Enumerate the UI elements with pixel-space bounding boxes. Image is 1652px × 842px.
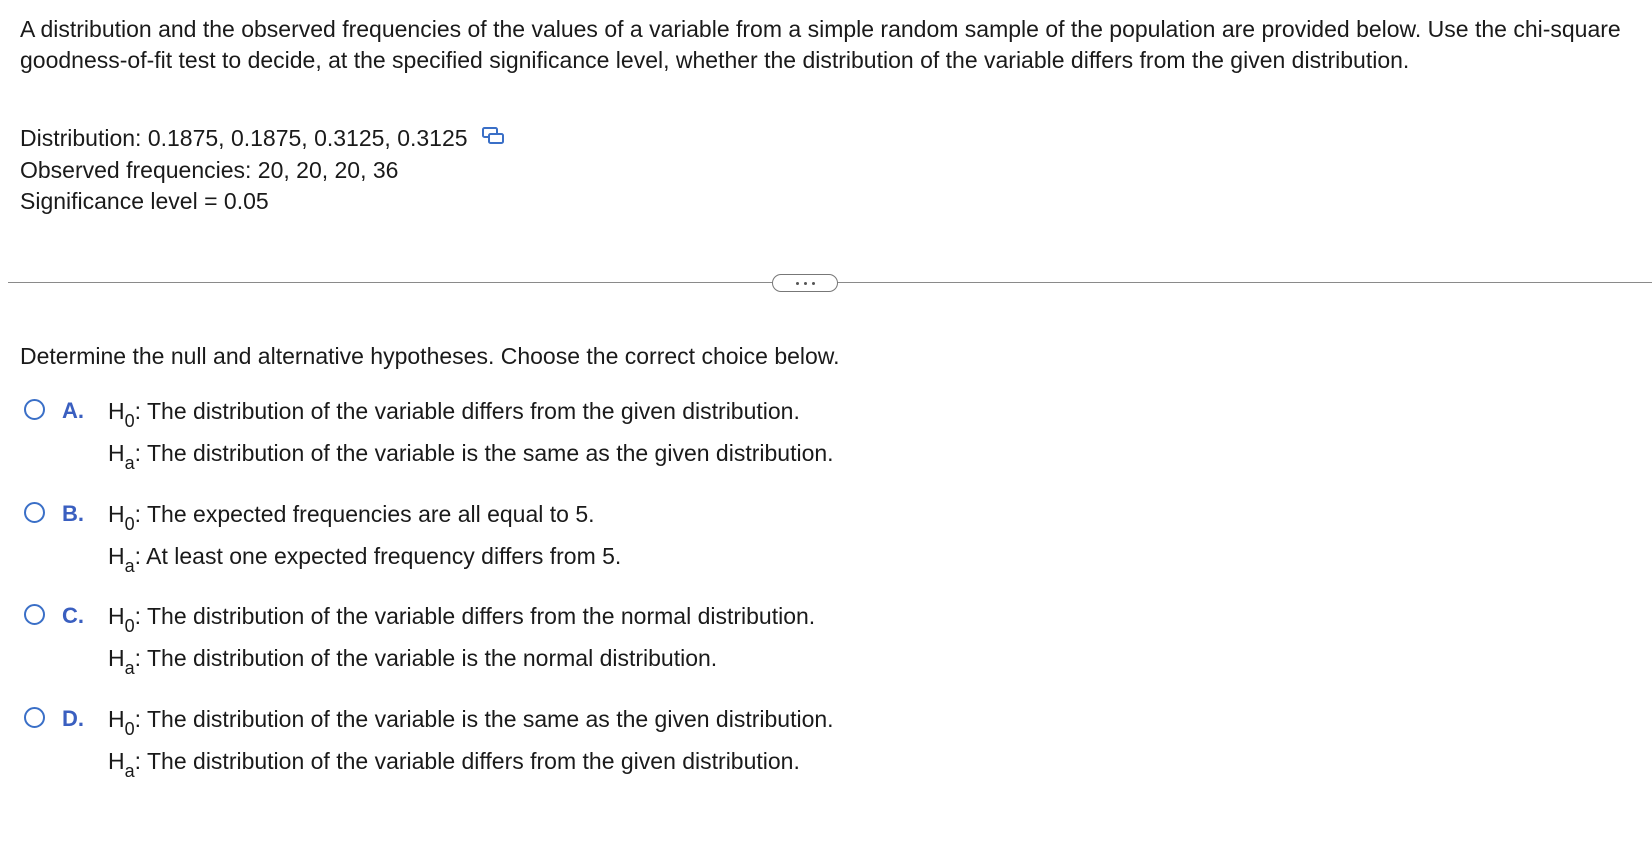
question-prompt: Determine the null and alternative hypotheses. Choose the correct choice below. [20, 343, 840, 369]
colon: : [134, 501, 142, 527]
radio-button[interactable] [24, 502, 45, 523]
choice-letter: C. [62, 603, 84, 628]
radio-button[interactable] [24, 399, 45, 420]
alt-symbol: H [108, 645, 125, 671]
radio-button[interactable] [24, 707, 45, 728]
colon: : [134, 748, 142, 774]
radio-button[interactable] [24, 604, 45, 625]
alt-subscript: a [124, 453, 135, 473]
dot [804, 282, 807, 285]
null-hypothesis-text: The distribution of the variable differs from the given distribution. [141, 398, 800, 424]
ellipsis-icon[interactable] [772, 274, 838, 292]
null-subscript: 0 [124, 411, 135, 431]
colon: : [134, 706, 142, 732]
alternative-hypothesis [108, 746, 800, 781]
alt-subscript: a [124, 658, 135, 678]
colon: : [134, 645, 142, 671]
problem-statement: A distribution and the observed frequencies of the values of a variable from a simple random sample of the population are provided below. Use the chi-square goodness-of-fit test to decide, at the specified significance level, whether the distribution of the variable differs from the given distribution. [20, 16, 1621, 73]
null-hypothesis-text: The distribution of the variable differs from the normal distribution. [141, 603, 816, 629]
null-symbol: H [108, 603, 125, 629]
alternative-hypothesis-text: The distribution of the variable is the normal distribution. [141, 645, 718, 671]
alt-symbol: H [108, 440, 125, 466]
significance-level-line: Significance level = 0.05 [20, 188, 269, 214]
alternative-hypothesis [108, 643, 718, 678]
alternative-hypothesis-text: The distribution of the variable differs from the given distribution. [141, 748, 800, 774]
copy-data-icon[interactable] [482, 122, 504, 154]
null-hypothesis [108, 396, 800, 431]
null-hypothesis [108, 499, 595, 534]
null-subscript: 0 [124, 514, 135, 534]
colon: : [134, 543, 142, 569]
alternative-hypothesis [108, 438, 834, 473]
alt-symbol: H [108, 543, 125, 569]
null-symbol: H [108, 706, 125, 732]
observed-frequencies-line: Observed frequencies: 20, 20, 20, 36 [20, 156, 399, 183]
problem-data [20, 123, 504, 218]
choice-letter: A. [62, 398, 84, 423]
null-subscript: 0 [124, 719, 135, 739]
colon: : [134, 398, 142, 424]
null-hypothesis-text: The expected frequencies are all equal to 5. [141, 501, 595, 527]
null-hypothesis [108, 704, 834, 739]
null-hypothesis-text: The distribution of the variable is the same as the given distribution. [141, 706, 834, 732]
alternative-hypothesis-text: The distribution of the variable is the same as the given distribution. [141, 440, 834, 466]
distribution-text: Distribution: 0.1875, 0.1875, 0.3125, 0.3125 [20, 125, 468, 151]
alt-symbol: H [108, 748, 125, 774]
alternative-hypothesis-text: At least one expected frequency differs from 5. [141, 543, 622, 569]
dot [796, 282, 799, 285]
null-subscript: 0 [124, 616, 135, 636]
dot [812, 282, 815, 285]
alternative-hypothesis [108, 541, 622, 576]
null-symbol: H [108, 501, 125, 527]
choice-letter: D. [62, 706, 84, 731]
colon: : [134, 603, 142, 629]
alt-subscript: a [124, 761, 135, 781]
distribution-line [20, 123, 504, 155]
alt-subscript: a [124, 556, 135, 576]
null-hypothesis [108, 601, 816, 636]
null-symbol: H [108, 398, 125, 424]
colon: : [134, 440, 142, 466]
choice-letter: B. [62, 501, 84, 526]
